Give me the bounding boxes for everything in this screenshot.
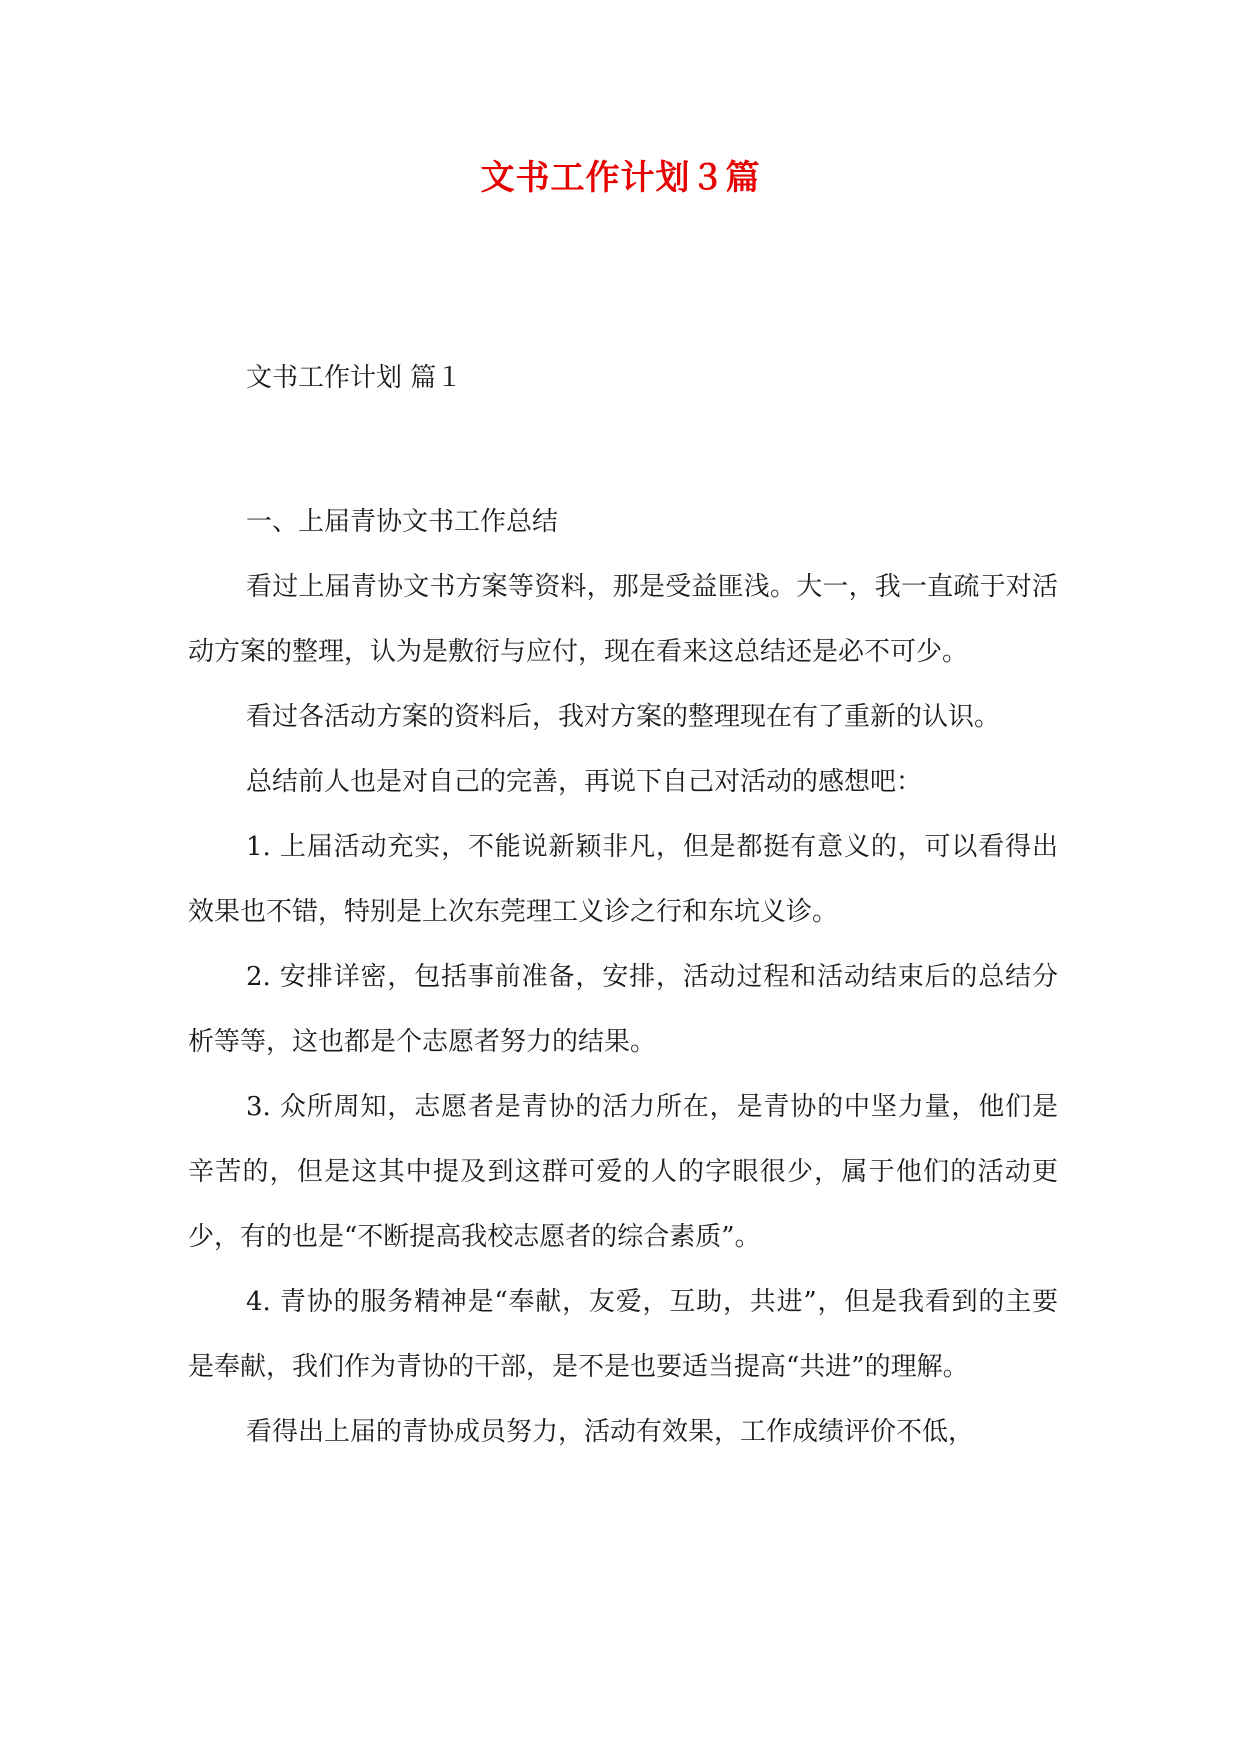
paragraph: 看过上届青协文书方案等资料，那是受益匪浅。大一，我一直疏于对活动方案的整理，认为是敷衍与应付，现在看来这总结还是必不可少。 — [188, 572, 1058, 667]
list-item-3: 3. 众所周知，志愿者是青协的活力所在，是青协的中坚力量，他们是辛苦的，但是这其中提及到这群可爱的人的字眼很少，属于他们的活动更少，有的也是“不断提高我校志愿者的综合素质”。 — [188, 1092, 1058, 1252]
document-title: 文书工作计划３篇 — [480, 158, 761, 198]
paragraph: 总结前人也是对自己的完善，再说下自己对活动的感想吧： — [246, 767, 923, 797]
document-body — [188, 490, 1058, 1465]
paragraph-heading-summary: 一、上届青协文书工作总结 — [246, 507, 559, 537]
paragraph: 看得出上届的青协成员努力，活动有效果，工作成绩评价不低， — [246, 1417, 975, 1447]
paragraph: 看过各活动方案的资料后，我对方案的整理现在有了重新的认识。 — [246, 702, 1001, 732]
list-item-2: 2. 安排详密，包括事前准备，安排，活动过程和活动结束后的总结分析等等，这也都是个志愿者努力的结果。 — [188, 962, 1058, 1057]
list-item-1: 1. 上届活动充实，不能说新颖非凡，但是都挺有意义的，可以看得出效果也不错，特别是上次东莞理工义诊之行和东坑义诊。 — [188, 832, 1058, 927]
section-heading: 文书工作计划 篇１ — [246, 363, 463, 393]
list-item-4: 4. 青协的服务精神是“奉献，友爱，互助，共进”，但是我看到的主要是奉献，我们作为青协的干部，是不是也要适当提高“共进”的理解。 — [188, 1287, 1058, 1382]
